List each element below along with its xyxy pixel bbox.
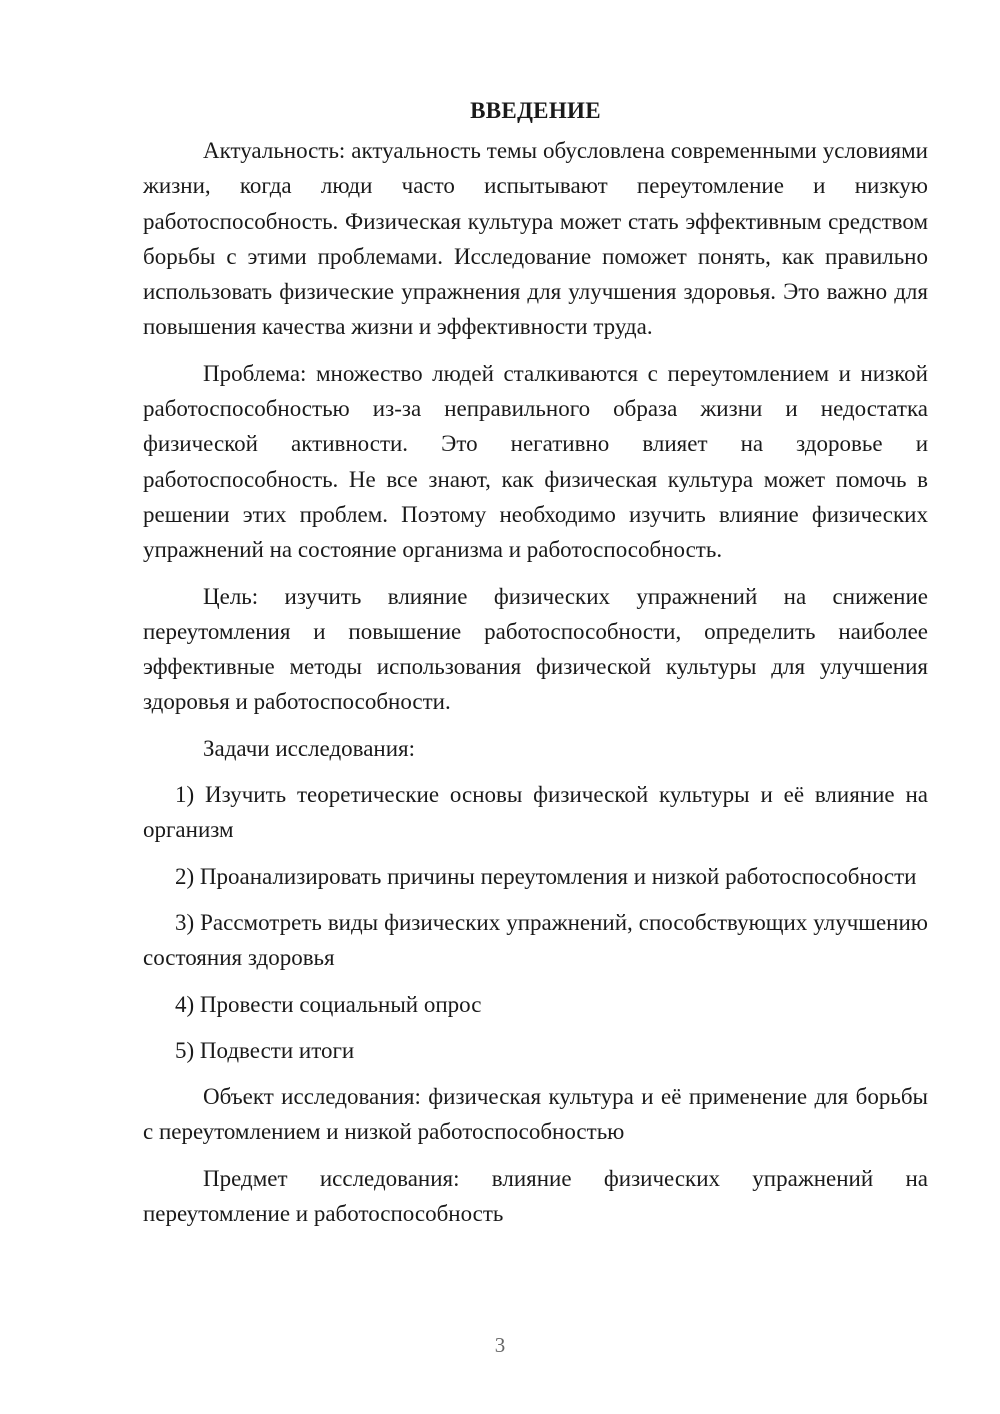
- page-number: 3: [494, 1333, 506, 1357]
- task-item: 3) Рассмотреть виды физических упражнений, способствующих улучшению состояния здоровья: [143, 909, 928, 971]
- task-item: 2) Проанализировать причины переутомления и низкой работоспособности: [175, 863, 917, 889]
- task-item: 5) Подвести итоги: [175, 1037, 355, 1063]
- tasks-heading: Задачи исследования:: [203, 735, 416, 761]
- paragraph-object: Объект исследования: физическая культура и её применение для борьбы с переутомлением и низкой работоспособностью: [143, 1084, 928, 1145]
- document-page: [143, 96, 928, 1242]
- task-item: 4) Провести социальный опрос: [175, 991, 482, 1017]
- paragraph-subject: Предмет исследования: влияние физических упражнений на переутомление и работоспособность: [143, 1165, 928, 1227]
- task-item: 1) Изучить теоретические основы физической культуры и её влияние на организм: [143, 782, 928, 843]
- paragraph-relevance: Актуальность: актуальность темы обусловлена современными условиями жизни, когда люди часто испытывают переутомление и низкую работоспособность. Физическая культура может стать эффективным средством борьбы с этими проблемами. Исследование поможет понять, как правильно использовать физические упражнения для улучшения здоровья. Это важно для повышения качества жизни и эффективности труда.: [143, 138, 928, 340]
- paragraph-problem: Проблема: множество людей сталкиваются с переутомлением и низкой работоспособностью из-за неправильного образа жизни и недостатка физической активности. Это негативно влияет на здоровье и работоспособность. Не все знают, как физическая культура может помочь в решении этих проблем. Поэтому необходимо изучить влияние физических упражнений на состояние организма и работоспособность.: [143, 360, 928, 563]
- paragraph-goal: Цель: изучить влияние физических упражнений на снижение переутомления и повышение работоспособности, определить наиболее эффективные методы использования физической культуры для улучшения здоровья и работоспособности.: [143, 583, 928, 715]
- page-title: ВВЕДЕНИЕ: [470, 98, 601, 123]
